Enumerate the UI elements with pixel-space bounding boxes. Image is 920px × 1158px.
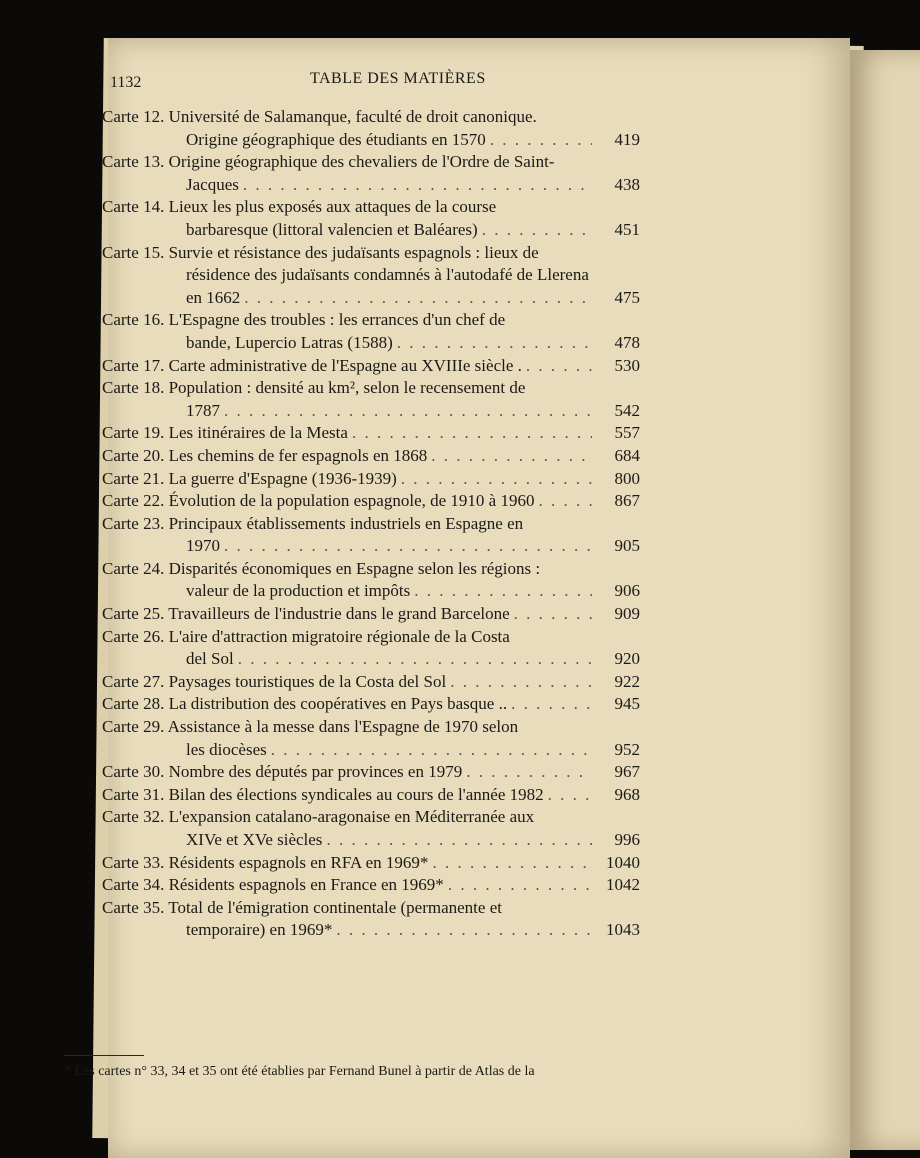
toc-entry — [102, 309, 640, 354]
toc-line — [102, 626, 640, 649]
toc-page-number: 909 — [614, 604, 640, 624]
toc-entry-text: résidence des judaïsants condamnés à l'autodafé de Llerena — [186, 265, 589, 285]
toc-entry — [102, 852, 640, 875]
toc-entry-text: Carte 24. Disparités économiques en Espagne selon les régions : — [102, 558, 541, 578]
table-of-contents — [102, 106, 640, 942]
dot-leader — [526, 355, 592, 378]
toc-line — [102, 129, 640, 152]
toc-page-number: 920 — [614, 649, 640, 669]
toc-entry-text: bande, Lupercio Latras (1588) — [186, 332, 393, 352]
toc-line — [102, 264, 640, 287]
toc-line — [102, 761, 640, 784]
toc-line — [102, 806, 640, 829]
toc-entry-text: Carte 21. La guerre d'Espagne (1936-1939) — [102, 468, 397, 488]
toc-entry — [102, 106, 640, 151]
toc-line — [102, 400, 640, 423]
toc-line — [102, 174, 640, 197]
toc-line — [102, 535, 640, 558]
toc-line — [102, 784, 640, 807]
toc-line — [102, 355, 640, 378]
toc-line — [102, 874, 640, 897]
toc-entry — [102, 468, 640, 491]
toc-page-number: 967 — [614, 762, 640, 782]
dot-leader — [482, 219, 592, 242]
toc-entry-text: Carte 31. Bilan des élections syndicales au cours de l'année 1982 — [102, 784, 544, 804]
toc-entry-text: Carte 33. Résidents espagnols en RFA en 1969* — [102, 852, 429, 872]
toc-entry-text: Carte 35. Total de l'émigration continentale (permanente et — [102, 897, 502, 917]
toc-page-number: 945 — [614, 694, 640, 714]
toc-page-number: 1040 — [606, 852, 640, 872]
toc-entry-text: Carte 15. Survie et résistance des judaïsants espagnols : lieux de — [102, 242, 539, 262]
toc-entry-text: Carte 13. Origine géographique des chevaliers de l'Ordre de Saint- — [102, 152, 555, 172]
toc-entry-text: temporaire) en 1969* — [186, 920, 333, 940]
toc-line — [102, 377, 640, 400]
dot-leader — [450, 671, 592, 694]
toc-line — [102, 445, 640, 468]
toc-entry-text: Carte 29. Assistance à la messe dans l'Espagne de 1970 selon — [102, 717, 519, 737]
toc-entry — [102, 513, 640, 558]
page-header — [110, 70, 860, 96]
toc-entry-text: Carte 19. Les itinéraires de la Mesta — [102, 423, 348, 443]
dot-leader — [466, 761, 592, 784]
toc-line — [102, 648, 640, 671]
toc-line — [102, 852, 640, 875]
dot-leader — [514, 603, 592, 626]
dot-leader — [243, 174, 592, 197]
toc-entry — [102, 693, 640, 716]
dot-leader — [397, 332, 592, 355]
toc-entry-text: Origine géographique des étudiants en 1570 — [186, 129, 486, 149]
toc-line — [102, 829, 640, 852]
dot-leader — [271, 739, 592, 762]
dot-leader — [326, 829, 592, 852]
toc-entry-text: Jacques — [186, 174, 239, 194]
toc-entry-text: barbaresque (littoral valencien et Baléares) — [186, 219, 478, 239]
toc-entry — [102, 151, 640, 196]
toc-line — [102, 332, 640, 355]
toc-entry — [102, 671, 640, 694]
toc-entry-text: Carte 30. Nombre des députés par provinces en 1979 — [102, 762, 463, 782]
dot-leader — [401, 468, 592, 491]
dot-leader — [538, 490, 592, 513]
dot-leader — [238, 648, 592, 671]
toc-page-number: 1042 — [606, 875, 640, 895]
toc-line — [102, 309, 640, 332]
dot-leader — [490, 129, 592, 152]
dot-leader — [431, 445, 592, 468]
toc-entry-text: Carte 28. La distribution des coopératives en Pays basque .. — [102, 694, 508, 714]
running-title: TABLE DES MATIÈRES — [310, 70, 486, 87]
toc-entry-text: Carte 17. Carte administrative de l'Espagne au XVIIIe siècle . — [102, 355, 522, 375]
toc-entry — [102, 196, 640, 241]
toc-page-number: 530 — [614, 355, 640, 375]
toc-page-number: 800 — [614, 468, 640, 488]
toc-entry — [102, 897, 640, 942]
footnote — [64, 1055, 744, 1080]
toc-entry — [102, 716, 640, 761]
toc-entry-text: Carte 27. Paysages touristiques de la Costa del Sol — [102, 671, 447, 691]
toc-line — [102, 196, 640, 219]
toc-line — [102, 219, 640, 242]
toc-entry-text: Carte 16. L'Espagne des troubles : les errances d'un chef de — [102, 310, 506, 330]
toc-page-number: 922 — [614, 671, 640, 691]
toc-line — [102, 603, 640, 626]
facing-page-edge — [850, 50, 920, 1150]
toc-line — [102, 106, 640, 129]
toc-entry — [102, 445, 640, 468]
toc-entry — [102, 242, 640, 310]
toc-line — [102, 490, 640, 513]
toc-line — [102, 242, 640, 265]
toc-entry — [102, 626, 640, 671]
toc-line — [102, 513, 640, 536]
toc-entry-text: 1787 — [186, 400, 220, 420]
toc-entry — [102, 377, 640, 422]
toc-page-number: 952 — [614, 739, 640, 759]
toc-page-number: 1043 — [606, 920, 640, 940]
toc-line — [102, 897, 640, 920]
toc-page-number: 451 — [614, 219, 640, 239]
toc-page-number: 996 — [614, 830, 640, 849]
toc-line — [102, 287, 640, 310]
dot-leader — [336, 919, 592, 942]
toc-page-number: 475 — [614, 287, 640, 307]
toc-page-number: 906 — [614, 581, 640, 601]
toc-entry-text: Carte 32. L'expansion catalano-aragonaise en Méditerranée aux — [102, 807, 535, 827]
dot-leader — [448, 874, 592, 897]
toc-entry-text: Carte 34. Résidents espagnols en France en 1969* — [102, 875, 444, 895]
toc-entry-text: Carte 22. Évolution de la population espagnole, de 1910 à 1960 — [102, 491, 535, 511]
toc-line — [102, 919, 640, 942]
toc-page-number: 968 — [614, 784, 640, 804]
dot-leader — [432, 852, 592, 875]
toc-entry-text: Carte 12. Université de Salamanque, faculté de droit canonique. — [102, 107, 537, 126]
toc-line — [102, 558, 640, 581]
dot-leader — [414, 580, 592, 603]
toc-page-number: 419 — [614, 129, 640, 149]
toc-line — [102, 716, 640, 739]
toc-page-number: 867 — [614, 491, 640, 511]
toc-line — [102, 468, 640, 491]
toc-entry — [102, 761, 640, 784]
toc-page-number: 478 — [614, 332, 640, 352]
toc-page-number: 542 — [614, 400, 640, 420]
toc-entry — [102, 422, 640, 445]
toc-page-number: 684 — [614, 445, 640, 465]
toc-entry-text: Carte 20. Les chemins de fer espagnols en 1868 — [102, 445, 428, 465]
toc-entry — [102, 603, 640, 626]
toc-entry-text: Carte 18. Population : densité au km², selon le recensement de — [102, 378, 526, 398]
footnote-text: * Les cartes n° 33, 34 et 35 ont été établies par Fernand Bunel à partir de Atlas de la — [64, 1064, 535, 1079]
toc-entry-text: Carte 25. Travailleurs de l'industrie dans le grand Barcelone — [102, 604, 510, 624]
toc-entry — [102, 355, 640, 378]
toc-entry — [102, 806, 640, 851]
toc-entry-text: 1970 — [186, 536, 220, 556]
dot-leader — [548, 784, 592, 807]
toc-page-number: 438 — [614, 174, 640, 194]
toc-line — [102, 671, 640, 694]
toc-page-number: 905 — [614, 536, 640, 556]
toc-line — [102, 580, 640, 603]
toc-entry-text: XIVe et XVe siècles — [186, 830, 323, 849]
toc-line — [102, 693, 640, 716]
dot-leader — [352, 422, 592, 445]
toc-entry — [102, 490, 640, 513]
toc-entry-text: Carte 26. L'aire d'attraction migratoire régionale de la Costa — [102, 626, 510, 646]
toc-entry-text: Carte 23. Principaux établissements industriels en Espagne en — [102, 513, 524, 533]
toc-entry-text: en 1662 — [186, 287, 241, 307]
toc-entry-text: valeur de la production et impôts — [186, 581, 411, 601]
toc-entry — [102, 558, 640, 603]
toc-entry — [102, 784, 640, 807]
page-number: 1132 — [110, 74, 142, 91]
dot-leader — [511, 693, 592, 716]
toc-entry-text: Carte 14. Lieux les plus exposés aux attaques de la course — [102, 197, 497, 217]
toc-entry-text: del Sol — [186, 649, 234, 669]
toc-line — [102, 422, 640, 445]
toc-page-number: 557 — [614, 423, 640, 443]
toc-entry-text: les diocèses — [186, 739, 267, 759]
toc-entry — [102, 874, 640, 897]
footnote-rule — [64, 1055, 144, 1056]
toc-line — [102, 739, 640, 762]
toc-line — [102, 151, 640, 174]
dot-leader — [224, 535, 592, 558]
dot-leader — [224, 400, 592, 423]
dot-leader — [244, 287, 592, 310]
